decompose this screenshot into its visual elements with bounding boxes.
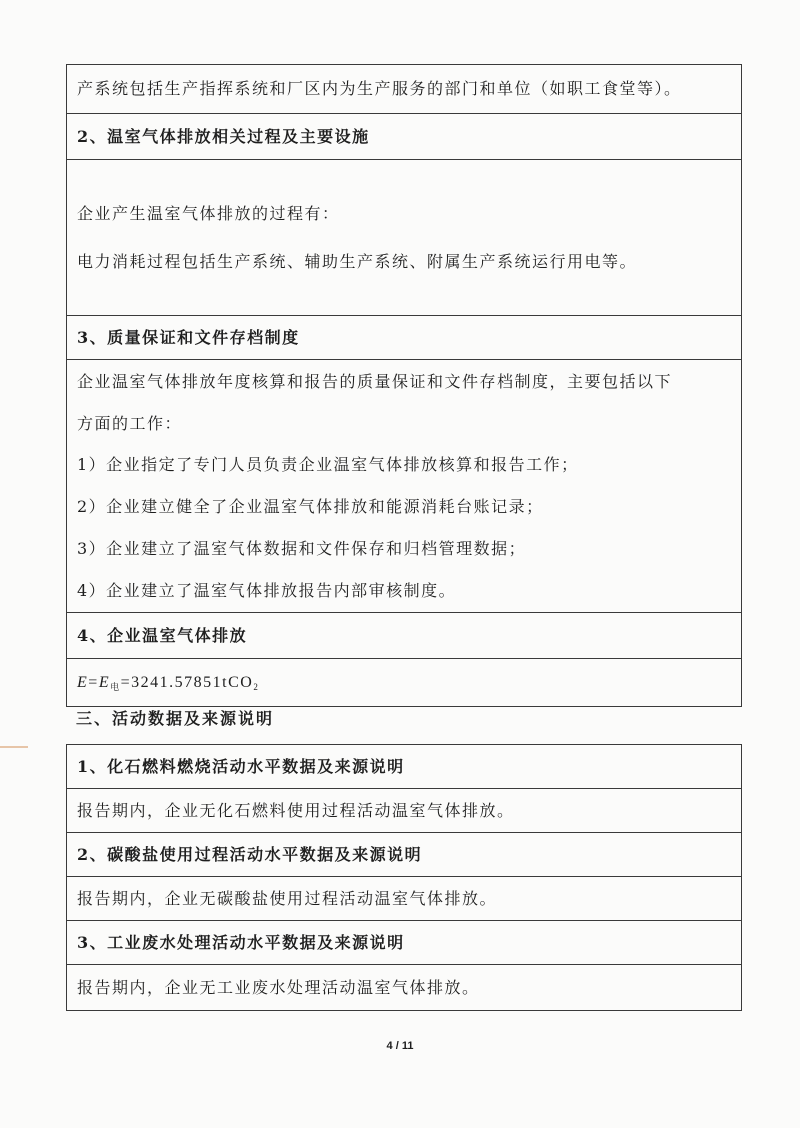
scan-edge-mark bbox=[0, 746, 28, 748]
list-item: 2）企业建立健全了企业温室气体排放和能源消耗台账记录； bbox=[77, 497, 544, 517]
list-item: 1）企业指定了专门人员负责企业温室气体排放核算和报告工作； bbox=[77, 455, 579, 475]
list-item: 4）企业建立了温室气体排放报告内部审核制度。 bbox=[77, 581, 457, 601]
activity-data-table bbox=[66, 744, 742, 1011]
cell-fossil-fuel: 报告期内，企业无化石燃料使用过程活动温室气体排放。 bbox=[67, 789, 742, 833]
section-title: 三、活动数据及来源说明 bbox=[76, 709, 275, 728]
emissions-table bbox=[66, 64, 742, 707]
paragraph: 企业温室气体排放年度核算和报告的质量保证和文件存档制度，主要包括以下 bbox=[77, 372, 673, 392]
emissions-formula bbox=[67, 659, 742, 707]
formula-e-electric: E bbox=[98, 673, 111, 691]
heading-quality-assurance: 3、质量保证和文件存档制度 bbox=[67, 316, 742, 360]
table-cell-continued: 产系统包括生产指挥系统和厂区内为生产服务的部门和单位（如职工食堂等）。 bbox=[67, 65, 742, 114]
formula-subscript: 电 bbox=[110, 681, 121, 692]
heading-process-facilities: 2、温室气体排放相关过程及主要设施 bbox=[67, 114, 742, 160]
formula-value: =3241.57851tCO bbox=[120, 673, 254, 691]
cell-process-description bbox=[67, 160, 742, 316]
paragraph: 企业产生温室气体排放的过程有： bbox=[77, 203, 340, 223]
formula-equals: = bbox=[88, 673, 99, 691]
formula-e: E bbox=[77, 673, 89, 691]
heading-wastewater: 3、工业废水处理活动水平数据及来源说明 bbox=[67, 921, 742, 965]
cell-wastewater: 报告期内，企业无工业废水处理活动温室气体排放。 bbox=[67, 965, 742, 1011]
paragraph: 方面的工作： bbox=[77, 414, 183, 434]
heading-carbonate: 2、碳酸盐使用过程活动水平数据及来源说明 bbox=[67, 833, 742, 877]
page-number: 4 / 11 bbox=[386, 1040, 414, 1052]
heading-fossil-fuel: 1、化石燃料燃烧活动水平数据及来源说明 bbox=[67, 745, 742, 789]
paragraph: 电力消耗过程包括生产系统、辅助生产系统、附属生产系统运行用电等。 bbox=[77, 251, 638, 271]
cell-quality-assurance bbox=[67, 360, 742, 613]
heading-total-emissions: 4、企业温室气体排放 bbox=[67, 613, 742, 659]
cell-carbonate: 报告期内，企业无碳酸盐使用过程活动温室气体排放。 bbox=[67, 877, 742, 921]
formula-subscript-2: 2 bbox=[253, 681, 260, 692]
list-item: 3）企业建立了温室气体数据和文件保存和归档管理数据； bbox=[77, 539, 527, 559]
